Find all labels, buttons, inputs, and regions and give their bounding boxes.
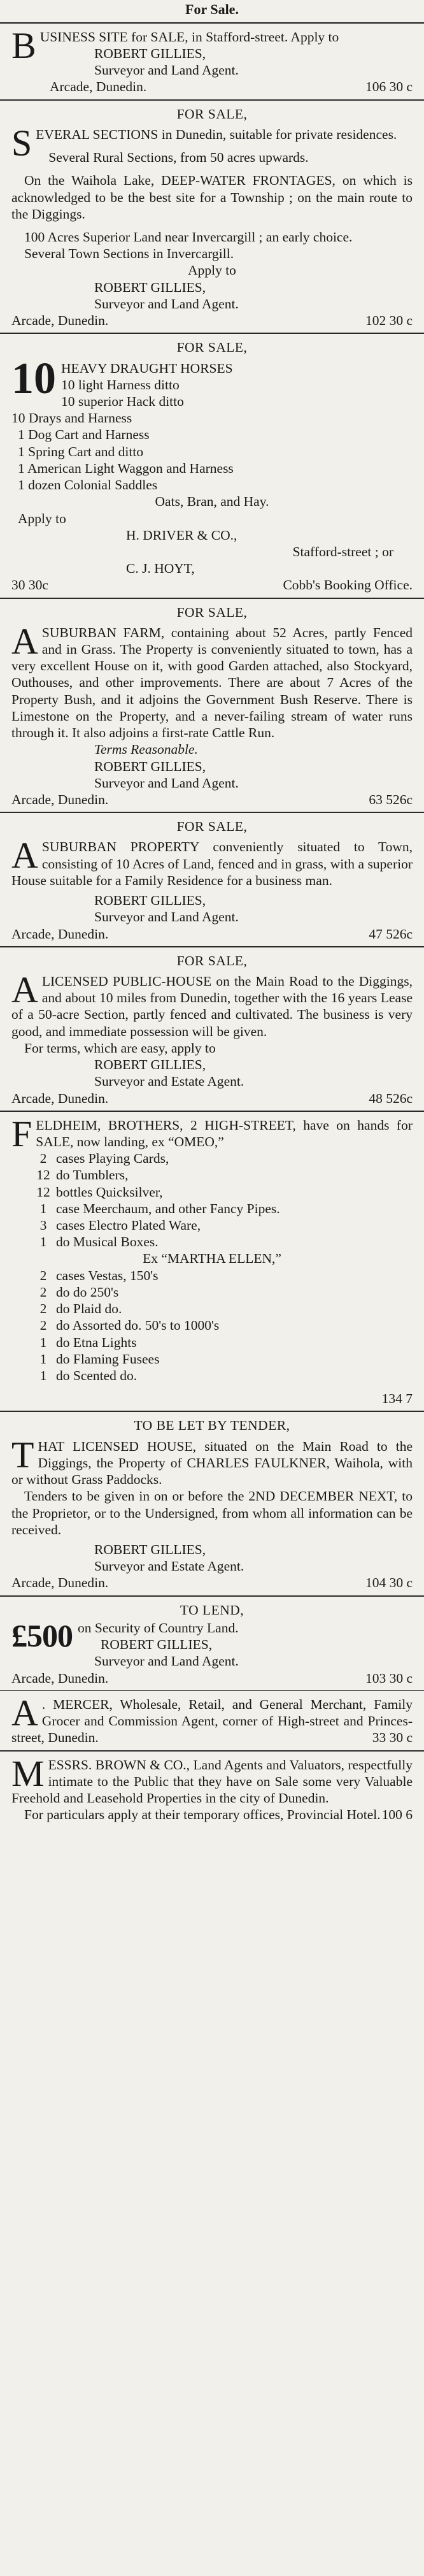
ad-ref: 33 30 c (372, 1730, 413, 1746)
drop-cap: 10 (11, 354, 56, 403)
list-item: 2 do Assorted do. 50's to 1000's (39, 1318, 220, 1334)
ad-body: ESSRS. BROWN & CO., Land Agents and Valuators, respectfully intimate to the Public that they have on Sale some very Valuable Freehold and Leasehold Properties in the city of Dunedin. (11, 1757, 413, 1806)
ad-paragraph: 100 Acres Superior Land near Invercargill ; an early choice. (24, 229, 353, 245)
ad-ref: 63 526c (369, 792, 413, 808)
ad-paragraph: On the Waihola Lake, DEEP-WATER FRONTAGES, on which is acknowledged to be the best site for a Township ; on the main route to the Diggings. (11, 173, 413, 222)
agent-title: Surveyor and Estate Agent. (94, 1558, 244, 1574)
list-item: 1 case Meerchaum, and other Fancy Pipes. (39, 1200, 280, 1216)
ad-first-line: HEAVY DRAUGHT HORSES (61, 360, 233, 376)
ad-brown-and-co (0, 1752, 424, 1827)
drop-cap: M (11, 1752, 45, 1794)
agent-place: Arcade, Dunedin. (11, 1575, 109, 1591)
ad-draught-horses (0, 334, 424, 598)
ad-ref: 134 7 (381, 1391, 413, 1407)
ad-heading: TO LEND, (180, 1602, 244, 1618)
horse-item: 1 Dog Cart and Harness (18, 427, 150, 443)
ad-mercer (0, 1691, 424, 1752)
drop-cap: A (11, 620, 38, 662)
ad-paragraph: Several Rural Sections, from 50 acres upwards. (48, 150, 309, 166)
list-item: 2 cases Playing Cards, (39, 1151, 169, 1167)
horse-item: 10 Drays and Harness (11, 410, 132, 426)
signature-row (11, 1090, 413, 1107)
ad-paragraph: Several Town Sections in Invercargill. (24, 246, 234, 262)
agent-place: Arcade, Dunedin. (11, 1670, 109, 1686)
agent-name: ROBERT GILLIES, (101, 1637, 213, 1653)
ad-ref: 106 30 c (365, 79, 413, 95)
ad-ref: 102 30 c (365, 313, 413, 329)
list-item: 12 do Tumblers, (36, 1167, 129, 1183)
drop-cap: F (11, 1112, 32, 1155)
ad-suburban-farm (0, 599, 424, 814)
list-item: 1 do Musical Boxes. (39, 1234, 159, 1250)
signature-row (11, 1574, 413, 1591)
ad-ref: 48 526c (369, 1090, 413, 1106)
ad-body: EVERAL SECTIONS in Dunedin, suitable for private residences. (36, 126, 397, 142)
ad-to-lend (0, 1597, 424, 1691)
agent-name: ROBERT GILLIES, (94, 1541, 206, 1557)
ad-body: LICENSED PUBLIC-HOUSE on the Main Road to the Diggings, and about 10 miles from Dunedin, together with the 16 years Lease of a 50-acre Section, partly fenced and cultivated. The business is very good, and immediate possession will be given. (11, 973, 413, 1039)
ad-ref: 47 526c (369, 926, 413, 942)
ad-suburban-property (0, 813, 424, 947)
ad-body: . MERCER, Wholesale, Retail, and General Merchant, Family Grocer and Commission Agent, corner of High-street and Princes-street, Dunedin. (11, 1696, 413, 1746)
agent-title: Surveyor and Land Agent. (94, 1653, 239, 1669)
ad-to-be-let-by-tender (0, 1412, 424, 1596)
ad-heading: TO BE LET BY TENDER, (134, 1418, 290, 1434)
drop-cap: A (11, 835, 38, 877)
agent-name: C. J. HOYT, (126, 561, 195, 577)
agent-title: Surveyor and Estate Agent. (94, 1074, 244, 1090)
loan-terms: on Security of Country Land. (78, 1620, 239, 1636)
horse-item: 1 American Light Waggon and Harness (18, 460, 234, 476)
list-item: 12 bottles Quicksilver, (36, 1184, 163, 1200)
list-item: 2 cases Vestas, 150's (39, 1267, 159, 1283)
list-item: 1 do Etna Lights (39, 1334, 137, 1350)
ad-paragraph: Tenders to be given in on or before the 2ND DECEMBER NEXT, to the Proprietor, or to the Undersigned, from whom all information can be received. (11, 1488, 413, 1537)
list-item: 1 do Flaming Fusees (39, 1351, 160, 1367)
signature-row (11, 78, 413, 95)
ad-body: ELDHEIM, BROTHERS, 2 HIGH-STREET, have on hands for SALE, now landing, ex “OMEO,” (36, 1117, 413, 1149)
drop-cap: A (11, 968, 38, 1011)
oats-line: Oats, Bran, and Hay. (155, 494, 269, 510)
agent-title: Surveyor and Land Agent. (94, 909, 239, 925)
section-masthead: For Sale. (0, 0, 424, 24)
agent-name: ROBERT GILLIES, (94, 1057, 206, 1073)
ad-ref: 100 6 (381, 1807, 413, 1823)
ad-heading: FOR SALE, (176, 106, 248, 122)
ad-body: HAT LICENSED HOUSE, situated on the Main Road to the Diggings, the Property of CHARLES FAULKNER, Waihola, with or without Grass Paddocks. (11, 1438, 413, 1488)
apply-line: Apply to (188, 263, 236, 278)
ad-paragraph: For terms, which are easy, apply to (24, 1040, 216, 1056)
agent-place: Arcade, Dunedin. (11, 313, 109, 329)
list-item: 2 do Plaid do. (39, 1301, 122, 1317)
agent-name: ROBERT GILLIES, (94, 279, 206, 295)
ad-heading: FOR SALE, (176, 604, 248, 620)
agent-address: Cobb's Booking Office. (283, 577, 413, 593)
ad-heading: FOR SALE, (176, 340, 248, 356)
drop-cap: B (11, 24, 36, 66)
ad-heading: FOR SALE, (176, 819, 248, 835)
agent-name: H. DRIVER & CO., (126, 527, 237, 543)
agent-name: ROBERT GILLIES, (94, 758, 206, 774)
agent-name: ROBERT GILLIES, (94, 46, 206, 62)
goods-list-martha-ellen (11, 1267, 413, 1385)
agent-title: Surveyor and Land Agent. (94, 296, 239, 312)
ad-heading: FOR SALE, (176, 953, 248, 968)
agent-place: Arcade, Dunedin. (11, 926, 109, 942)
horse-item: 1 dozen Colonial Saddles (18, 477, 158, 493)
agent-place: Arcade, Dunedin. (50, 79, 147, 95)
drop-cap: T (11, 1434, 34, 1476)
signature-row (11, 791, 413, 808)
apply-line: Apply to (18, 510, 66, 526)
horse-item: 1 Spring Cart and ditto (18, 443, 144, 459)
goods-list-omeo (11, 1150, 413, 1250)
ad-business-site (0, 24, 424, 101)
loan-amount: £500 (11, 1617, 73, 1653)
signature-row (11, 1670, 413, 1687)
ad-body: SUBURBAN PROPERTY conveniently situated to Town, consisting of 10 Acres of Land, fenced and in grass, with a superior House suitable for a Family Residence for a business man. (11, 839, 413, 888)
signature-row (11, 312, 413, 329)
horse-item: 10 superior Hack ditto (61, 393, 184, 409)
ad-several-sections (0, 101, 424, 335)
signature-row (11, 926, 413, 942)
shipment-heading: Ex “MARTHA ELLEN,” (143, 1251, 281, 1267)
agent-name: ROBERT GILLIES, (94, 893, 206, 909)
agent-place: Arcade, Dunedin. (11, 792, 109, 808)
agent-title: Surveyor and Land Agent. (94, 62, 239, 78)
list-item: 1 do Scented do. (39, 1368, 138, 1384)
ad-ref: 103 30 c (365, 1670, 413, 1686)
ad-body: SUBURBAN FARM, containing about 52 Acres, partly Fenced and in Grass. The Property is conveniently situated to town, has a very excellent House on it, with good Garden attached, also Stockyard, Outhouses, and other improvements. There are about 7 Acres of the Property Bush, and it adjoins the Government Bush Reserve. There is Limestone on the Property, and a never-failing stream of water runs through it. It also adjoins a first-rate Cattle Run. (11, 624, 413, 741)
drop-cap: S (11, 122, 32, 164)
ad-paragraph: For particulars apply at their temporary offices, Provincial Hotel. (24, 1807, 381, 1823)
signature-row (11, 577, 413, 593)
ad-body: USINESS SITE for SALE, in Stafford-street. Apply to (39, 29, 339, 45)
ad-licensed-public-house (0, 947, 424, 1112)
terms-line: Terms Reasonable. (94, 742, 198, 758)
ad-ref: 104 30 c (365, 1575, 413, 1591)
agent-place: Arcade, Dunedin. (11, 1090, 109, 1106)
ad-feldheim-brothers (0, 1112, 424, 1413)
agent-address: Stafford-street ; or (292, 543, 393, 559)
ad-ref: 30 30c (11, 577, 48, 593)
agent-title: Surveyor and Land Agent. (94, 775, 239, 791)
list-item: 3 cases Electro Plated Ware, (39, 1218, 201, 1234)
horse-item: 10 light Harness ditto (61, 377, 180, 392)
drop-cap: A (11, 1692, 38, 1734)
list-item: 2 do do 250's (39, 1284, 119, 1300)
